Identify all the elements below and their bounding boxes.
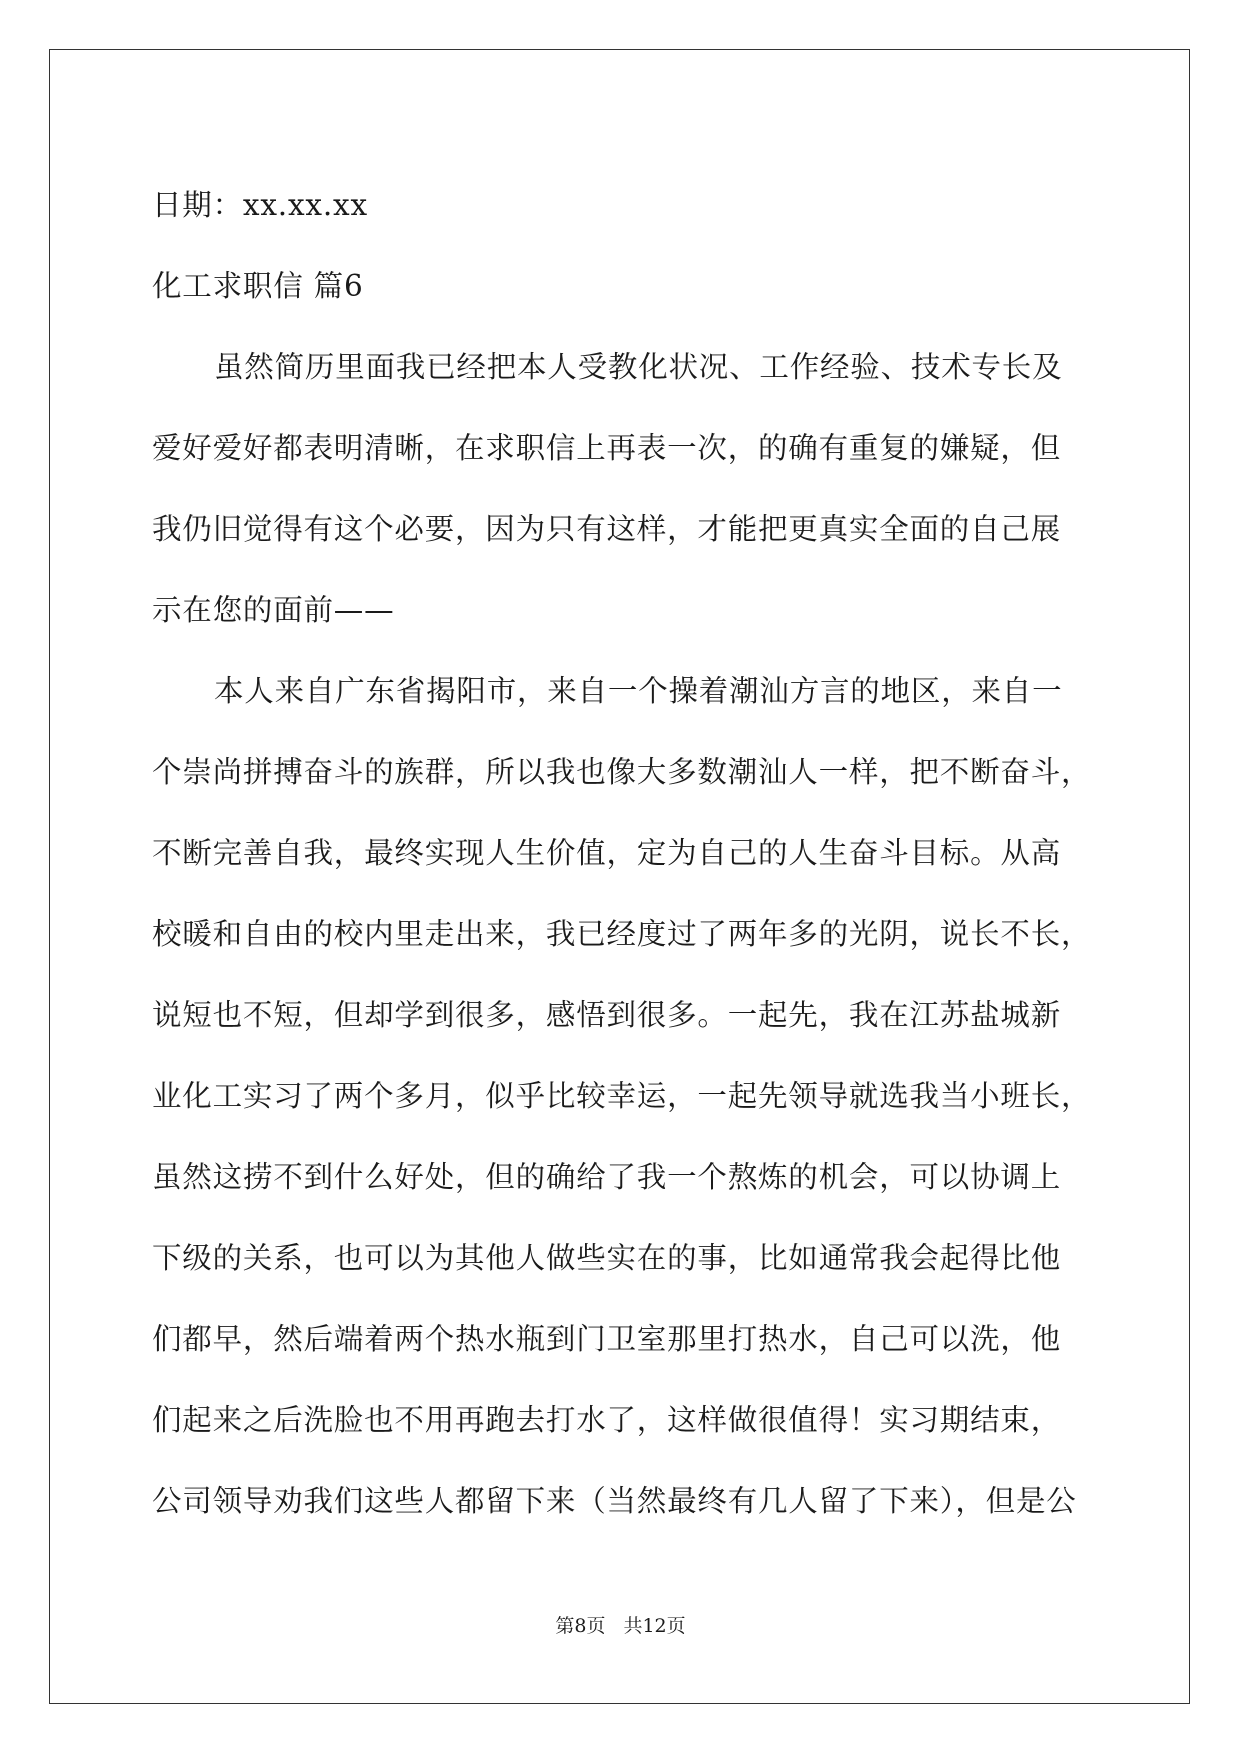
page-footer <box>0 1614 1241 1638</box>
document-body <box>152 165 1107 1542</box>
text-line: 业化工实习了两个多月，似乎比较幸运，一起先领导就选我当小班长， <box>152 1079 1092 1113</box>
text-line: 虽然这捞不到什么好处，但的确给了我一个熬炼的机会，可以协调上 <box>152 1160 1062 1194</box>
paragraph-1 <box>152 327 1107 651</box>
text-line: 不断完善自我，最终实现人生价值，定为自己的人生奋斗目标。从高 <box>152 836 1062 870</box>
text-line: 爱好爱好都表明清晰，在求职信上再表一次，的确有重复的嫌疑，但 <box>152 431 1062 465</box>
text-line: 个崇尚拼搏奋斗的族群，所以我也像大多数潮汕人一样，把不断奋斗， <box>152 755 1092 789</box>
text-line: 本人来自广东省揭阳市，来自一个操着潮汕方言的地区，来自一 <box>214 674 1063 708</box>
text-line: 下级的关系，也可以为其他人做些实在的事，比如通常我会起得比他 <box>152 1241 1062 1275</box>
paragraph-2 <box>152 651 1107 1542</box>
text-line: 公司领导劝我们这些人都留下来（当然最终有几人留了下来），但是公 <box>152 1484 1077 1518</box>
text-line: 们起来之后洗脸也不用再跑去打水了，这样做很值得！实习期结束， <box>152 1403 1062 1437</box>
page-total: 共12页 <box>623 1615 686 1637</box>
text-line: 们都早，然后端着两个热水瓶到门卫室那里打热水，自己可以洗，他 <box>152 1322 1062 1356</box>
text-line: 我仍旧觉得有这个必要，因为只有这样，才能把更真实全面的自己展 <box>152 512 1062 546</box>
page-number: 第8页 <box>555 1615 606 1637</box>
text-line: 示在您的面前—— <box>152 593 395 627</box>
text-line: 虽然简历里面我已经把本人受教化状况、工作经验、技术专长及 <box>214 350 1063 384</box>
section-title: 化工求职信 篇6 <box>152 269 364 303</box>
text-line: 校暖和自由的校内里走出来，我已经度过了两年多的光阴，说长不长， <box>152 917 1092 951</box>
date-line: 日期：xx.xx.xx <box>152 188 368 222</box>
text-line: 说短也不短，但却学到很多，感悟到很多。一起先，我在江苏盐城新 <box>152 998 1062 1032</box>
